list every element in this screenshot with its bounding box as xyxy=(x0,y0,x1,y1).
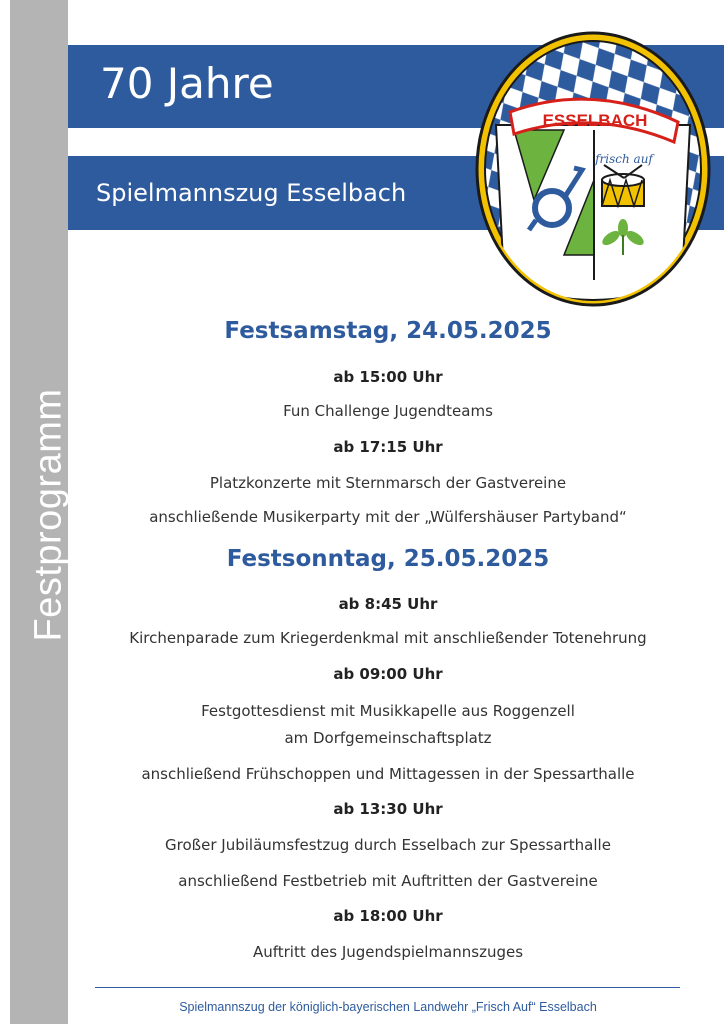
sunday-item-4: Großer Jubiläumsfestzug durch Esselbach zur Spessarthalle xyxy=(165,836,611,854)
club-crest-logo xyxy=(474,30,712,308)
saturday-item-2: Platzkonzerte mit Sternmarsch der Gastvereine xyxy=(209,474,567,492)
sunday-item-3: anschließend Frühschoppen und Mittagessen in der Spessarthalle xyxy=(141,765,635,783)
sunday-item-6: Auftritt des Jugendspielmannszuges xyxy=(252,943,524,961)
sunday-item-2b: am Dorfgemeinschaftsplatz xyxy=(284,729,492,747)
sunday-time-3: ab 13:30 Uhr xyxy=(333,800,443,818)
saturday-item-1: Fun Challenge Jugendteams xyxy=(283,402,493,420)
saturday-time-2: ab 17:15 Uhr xyxy=(333,438,443,456)
sunday-heading: Festsonntag, 25.05.2025 xyxy=(226,546,550,572)
sunday-item-1: Kirchenparade zum Kriegerdenkmal mit anschließender Totenehrung xyxy=(129,629,647,647)
page-title: 70 Jahre xyxy=(100,59,274,108)
sidebar-band xyxy=(10,0,68,1024)
crest-banner-text: ESSELBACH xyxy=(542,111,648,130)
sunday-item-5: anschließend Festbetrieb mit Auftritten der Gastvereine xyxy=(178,872,598,890)
sunday-time-4: ab 18:00 Uhr xyxy=(333,907,443,925)
page-subtitle: Spielmannszug Esselbach xyxy=(96,179,407,207)
saturday-time-1: ab 15:00 Uhr xyxy=(333,368,443,386)
sunday-item-2a: Festgottesdienst mit Musikkapelle aus Roggenzell xyxy=(201,702,575,720)
sunday-time-2: ab 09:00 Uhr xyxy=(333,665,443,683)
saturday-item-3: anschließende Musikerparty mit der „Wülfershäuser Partyband“ xyxy=(149,508,627,526)
footer-divider xyxy=(95,987,680,988)
saturday-heading: Festsamstag, 24.05.2025 xyxy=(224,318,552,344)
footer-text: Spielmannszug der königlich-bayerischen Landwehr „Frisch Auf“ Esselbach xyxy=(179,1000,597,1014)
sidebar-label: Festprogramm xyxy=(27,388,70,642)
sunday-time-1: ab 8:45 Uhr xyxy=(338,595,438,613)
crest-motto-text: frisch auf xyxy=(595,152,653,166)
